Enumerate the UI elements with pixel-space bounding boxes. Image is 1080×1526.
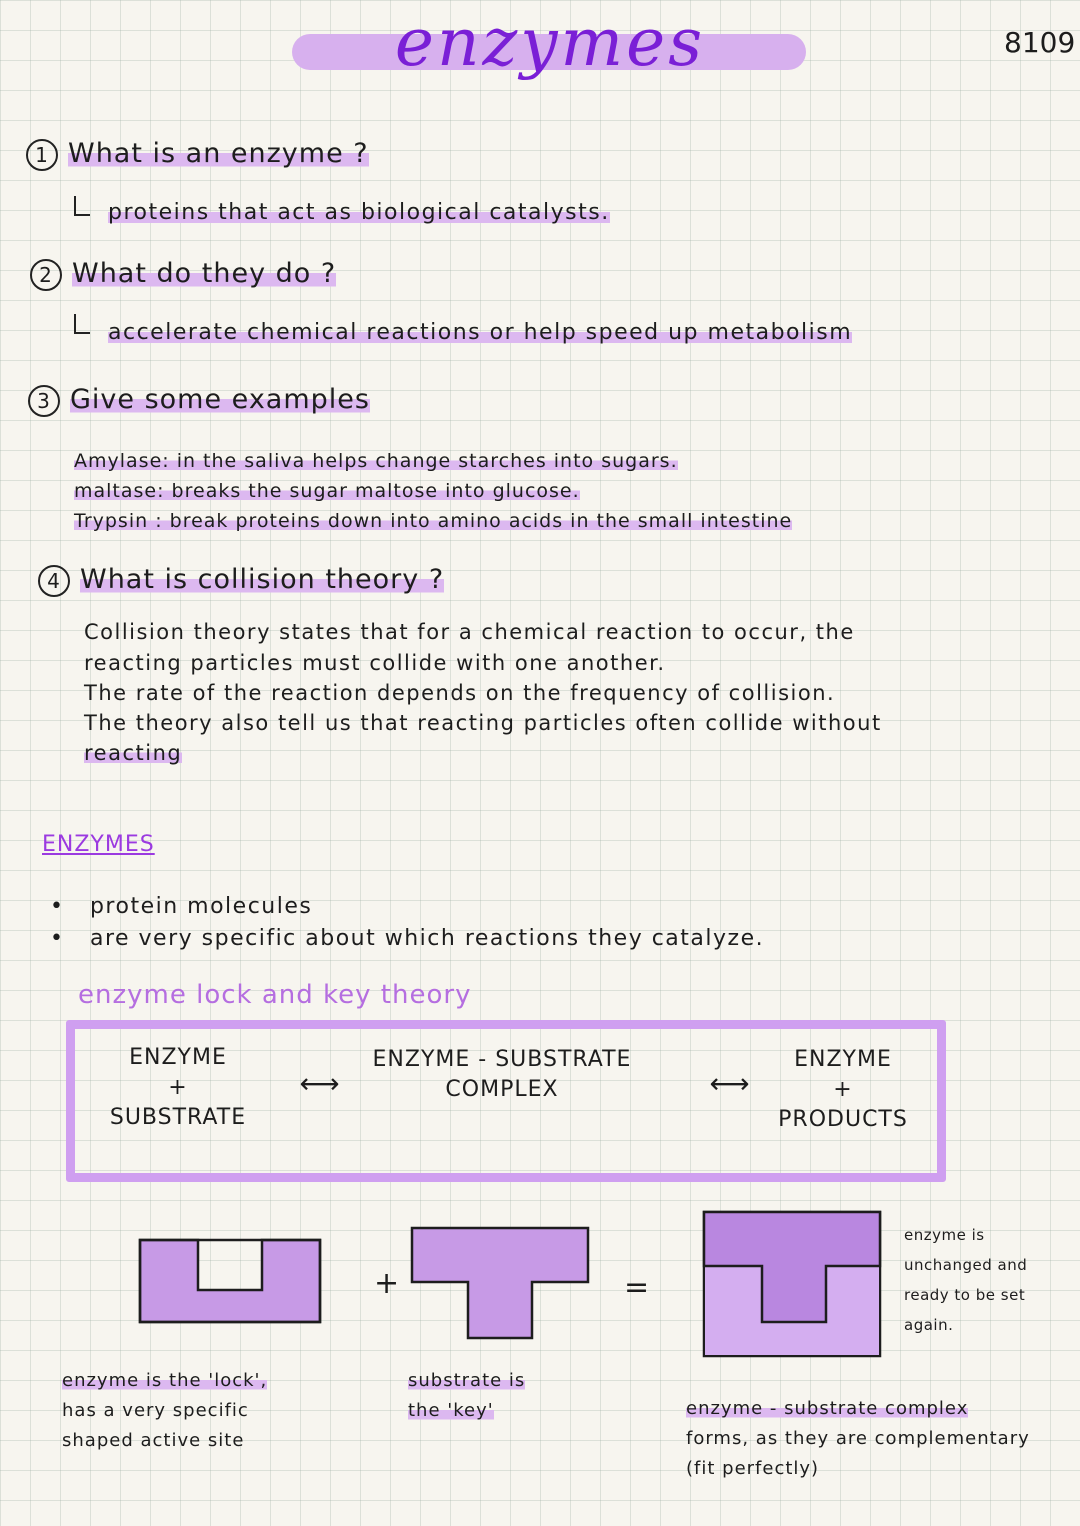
section-heading: ENZYMES xyxy=(42,832,155,857)
bullet-1: • protein molecules xyxy=(50,894,313,919)
answer-1: proteins that act as biological catalysts. xyxy=(108,200,610,225)
enzyme-lock-drawing xyxy=(138,1238,322,1324)
example-amylase: Amylase: in the saliva helps change starches into sugars. xyxy=(74,450,678,472)
question-2 xyxy=(30,258,336,291)
collision-line-3: The rate of the reaction depends on the frequency of collision. xyxy=(84,681,836,705)
example-trypsin: Trypsin : break proteins down into amino acids in the small intestine xyxy=(74,510,793,532)
number-badge: 3 xyxy=(28,385,60,417)
question-1 xyxy=(26,138,369,171)
answer-arrow-icon xyxy=(74,314,90,334)
collision-line-2: reacting particles must collide with one another. xyxy=(84,651,666,675)
reactants: ENZYME + SUBSTRATE xyxy=(109,1045,247,1130)
question-4 xyxy=(38,564,444,597)
substrate-key-drawing xyxy=(410,1226,590,1340)
question-text: What do they do ? xyxy=(72,258,337,289)
enzyme-substrate-complex-drawing xyxy=(702,1210,882,1358)
enzyme-caption: enzyme is the 'lock', has a very specific shaped active site xyxy=(62,1370,268,1451)
plus-sign: + xyxy=(374,1266,400,1301)
collision-line-5: reacting xyxy=(84,741,183,765)
answer-arrow-icon xyxy=(74,196,90,216)
number-badge: 1 xyxy=(26,139,58,171)
collision-line-1: Collision theory states that for a chemical reaction to occur, the xyxy=(84,620,855,644)
products: ENZYME + PRODUCTS xyxy=(778,1047,908,1132)
page-number: 8109 xyxy=(1004,26,1076,59)
equilibrium-arrow-icon: ⟷ xyxy=(299,1067,341,1100)
equation-box xyxy=(66,1020,946,1182)
complex-label: ENZYME - SUBSTRATE COMPLEX xyxy=(372,1047,632,1102)
number-badge: 2 xyxy=(30,259,62,291)
example-maltase: maltase: breaks the sugar maltose into glucose. xyxy=(74,480,580,502)
answer-2: accelerate chemical reactions or help speed up metabolism xyxy=(108,320,853,345)
question-text: What is collision theory ? xyxy=(80,564,445,595)
collision-line-4: The theory also tell us that reacting particles often collide without xyxy=(84,711,882,735)
page-title: enzymes xyxy=(394,4,706,81)
equilibrium-arrow-icon: ⟷ xyxy=(709,1067,751,1100)
question-text: Give some examples xyxy=(70,384,370,415)
question-3 xyxy=(28,384,370,417)
lock-key-heading: enzyme lock and key theory xyxy=(78,980,472,1010)
substrate-caption: substrate is the 'key' xyxy=(408,1370,526,1421)
number-badge: 4 xyxy=(38,565,70,597)
bullet-2: • are very specific about which reactions they catalyze. xyxy=(50,926,765,951)
side-note: enzyme is unchanged and ready to be set again. xyxy=(904,1226,1028,1334)
question-text: What is an enzyme ? xyxy=(68,138,369,169)
complex-caption: enzyme - substrate complex forms, as they are complementary (fit perfectly) xyxy=(686,1398,1030,1479)
equals-sign: = xyxy=(624,1270,650,1305)
